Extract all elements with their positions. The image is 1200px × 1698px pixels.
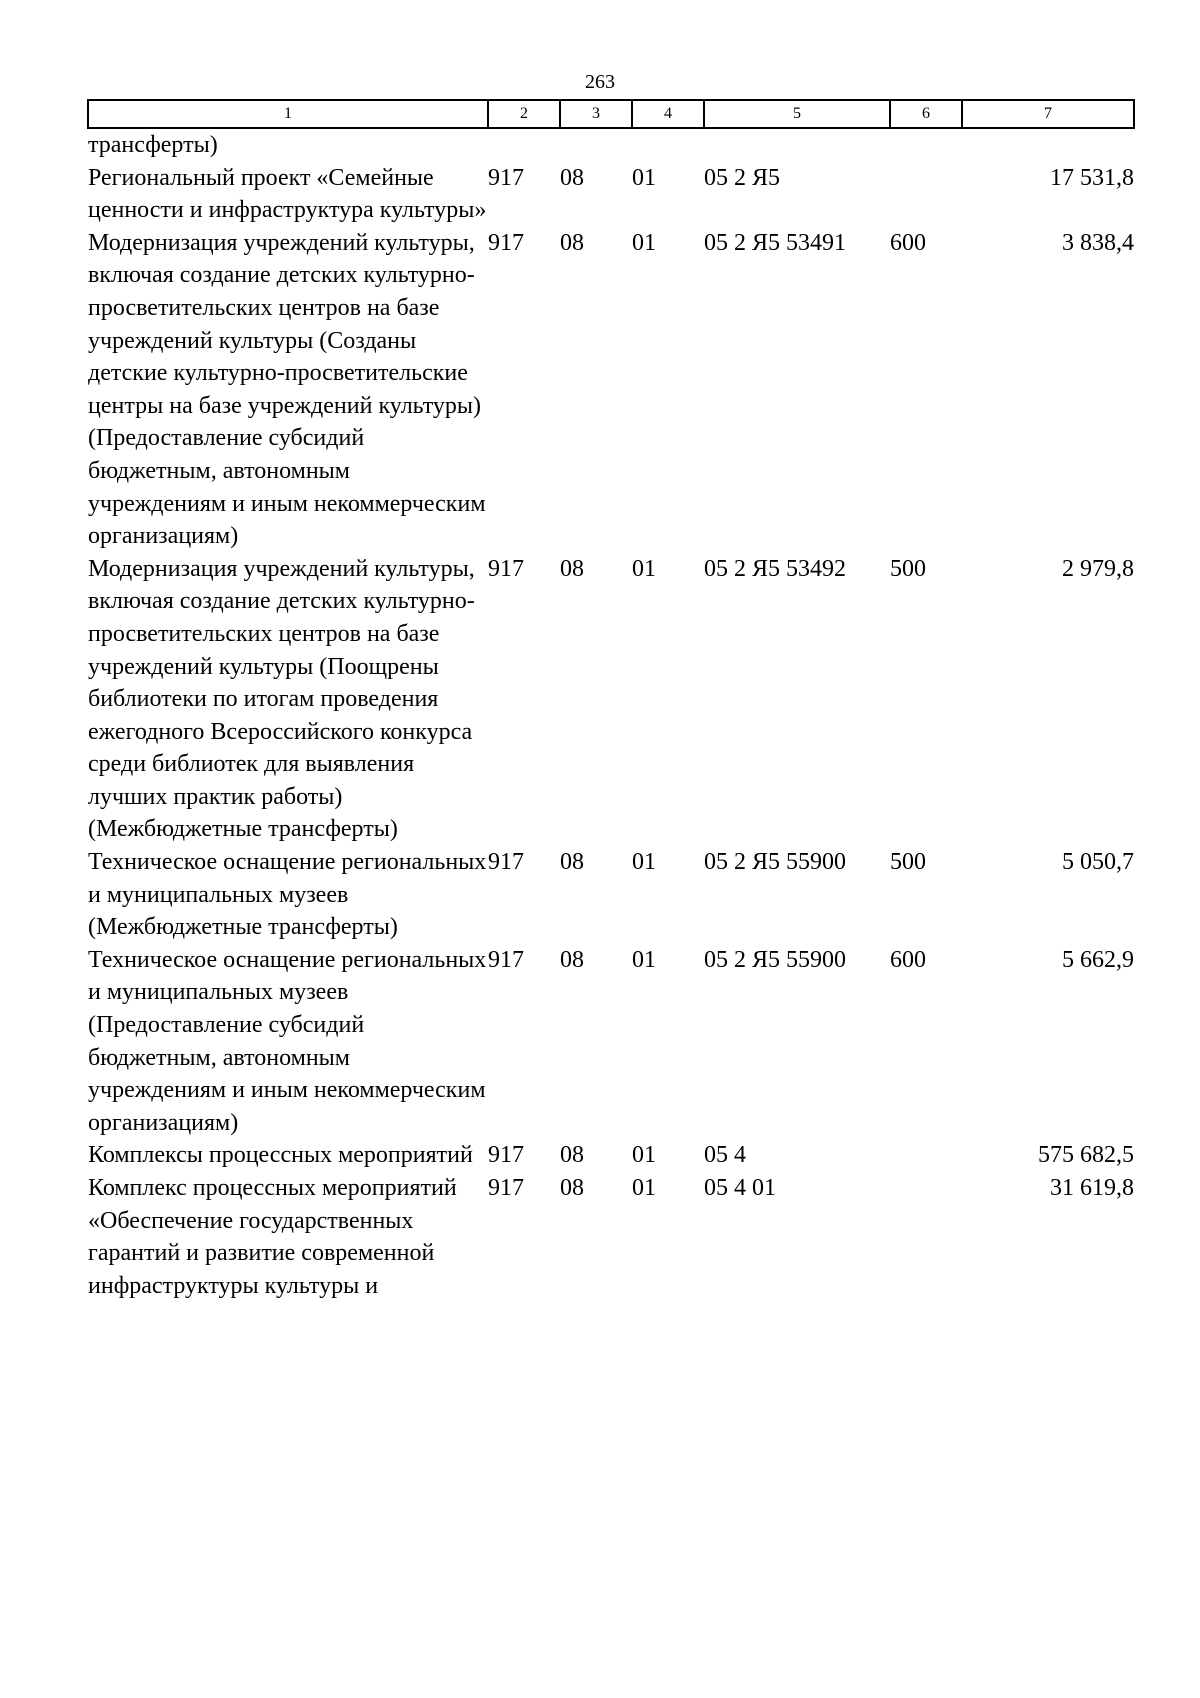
row-vr: 500 bbox=[890, 849, 926, 876]
page-number: 263 bbox=[585, 71, 615, 93]
header-row bbox=[88, 100, 1134, 128]
row-pr bbox=[632, 128, 704, 162]
row-csr: 05 2 Я5 55900 bbox=[704, 946, 847, 973]
row-pr: 01 bbox=[632, 849, 656, 876]
row-csr: 05 4 01 bbox=[704, 1175, 776, 1201]
column-header-1: 1 bbox=[88, 100, 488, 128]
column-header-5: 5 bbox=[704, 100, 890, 128]
table-header bbox=[88, 100, 1134, 128]
table-row bbox=[88, 1139, 1134, 1172]
row-rz: 08 bbox=[560, 229, 584, 256]
row-pr: 01 bbox=[632, 946, 656, 973]
row-name: Комплекс процессных мероприятий «Обеспечение государственных гарантий и развитие современной инфраструктуры культуры и bbox=[88, 1175, 457, 1299]
row-amount: 3 838,4 bbox=[1062, 229, 1134, 256]
row-pr: 01 bbox=[632, 164, 656, 191]
row-vr: 500 bbox=[890, 555, 926, 582]
budget-table bbox=[87, 99, 1135, 1302]
row-rz: 08 bbox=[560, 946, 584, 973]
row-gr: 917 bbox=[488, 1142, 524, 1169]
row-gr: 917 bbox=[488, 849, 524, 876]
row-amount: 575 682,5 bbox=[1038, 1142, 1134, 1169]
row-name: Техническое оснащение региональных и муниципальных музеев (Предоставление субсидий бюджетным, автономным учреждениям и иным некоммерческим организациям) bbox=[88, 946, 487, 1136]
row-gr: 917 bbox=[488, 555, 524, 582]
row-gr: 917 bbox=[488, 229, 524, 256]
column-header-3: 3 bbox=[560, 100, 632, 128]
row-gr: 917 bbox=[488, 164, 524, 191]
column-header-7: 7 bbox=[962, 100, 1134, 128]
row-rz bbox=[560, 128, 632, 162]
row-csr: 05 2 Я5 53492 bbox=[704, 555, 847, 582]
row-csr: 05 2 Я5 55900 bbox=[704, 849, 847, 876]
column-header-2: 2 bbox=[488, 100, 560, 128]
row-vr: 600 bbox=[890, 229, 926, 256]
row-gr: 917 bbox=[488, 946, 524, 973]
row-amount: 17 531,8 bbox=[1050, 164, 1134, 191]
row-amount: 5 662,9 bbox=[1062, 946, 1134, 973]
row-vr: 600 bbox=[890, 946, 926, 973]
row-pr: 01 bbox=[632, 1142, 656, 1169]
row-csr: 05 4 bbox=[704, 1142, 746, 1169]
row-vr bbox=[890, 1139, 962, 1172]
row-csr: 05 2 Я5 53491 bbox=[704, 229, 847, 256]
row-rz: 08 bbox=[560, 555, 584, 582]
row-amount: 31 619,8 bbox=[1050, 1175, 1134, 1201]
table-row bbox=[88, 553, 1134, 846]
row-pr: 01 bbox=[632, 1175, 656, 1201]
row-gr bbox=[488, 128, 560, 162]
column-header-4: 4 bbox=[632, 100, 704, 128]
row-pr: 01 bbox=[632, 229, 656, 256]
row-vr bbox=[890, 162, 962, 227]
row-amount: 2 979,8 bbox=[1062, 555, 1134, 582]
table-row bbox=[88, 162, 1134, 227]
row-name: Техническое оснащение региональных и муниципальных музеев (Межбюджетные трансферты) bbox=[88, 849, 487, 941]
row-vr bbox=[890, 1172, 962, 1302]
table-row bbox=[88, 846, 1134, 944]
row-csr: 05 2 Я5 bbox=[704, 164, 781, 191]
row-rz: 08 bbox=[560, 164, 584, 191]
table-row bbox=[88, 227, 1134, 553]
row-amount: 5 050,7 bbox=[1062, 849, 1134, 876]
table-body bbox=[88, 128, 1134, 1302]
table-row bbox=[88, 128, 1134, 162]
table-row bbox=[88, 1172, 1134, 1302]
row-csr bbox=[704, 128, 890, 162]
row-amount bbox=[962, 128, 1134, 162]
row-name: Модернизация учреждений культуры, включая создание детских культурно-просветительских центров на базе учреждений культуры (Созданы детские культурно-просветительские центры на базе учреждений культуры) (Предоставление субсидий бюджетным, автономным учреждениям и иным некоммерческим организациям) bbox=[88, 229, 486, 550]
row-pr: 01 bbox=[632, 555, 656, 582]
column-header-6: 6 bbox=[890, 100, 962, 128]
table-row bbox=[88, 944, 1134, 1140]
row-rz: 08 bbox=[560, 1175, 584, 1201]
row-gr: 917 bbox=[488, 1175, 524, 1201]
row-rz: 08 bbox=[560, 849, 584, 876]
row-name: Региональный проект «Семейные ценности и инфраструктура культуры» bbox=[88, 164, 487, 224]
row-name: Модернизация учреждений культуры, включая создание детских культурно-просветительских центров на базе учреждений культуры (Поощрены библиотеки по итогам проведения ежегодного Всероссийского конкурса среди библиотек для выявления лучших практик работы) (Межбюджетные трансферты) bbox=[88, 555, 475, 843]
row-name: Комплексы процессных мероприятий bbox=[88, 1142, 473, 1169]
row-rz: 08 bbox=[560, 1142, 584, 1169]
row-name: трансферты) bbox=[88, 132, 218, 158]
row-vr bbox=[890, 128, 962, 162]
